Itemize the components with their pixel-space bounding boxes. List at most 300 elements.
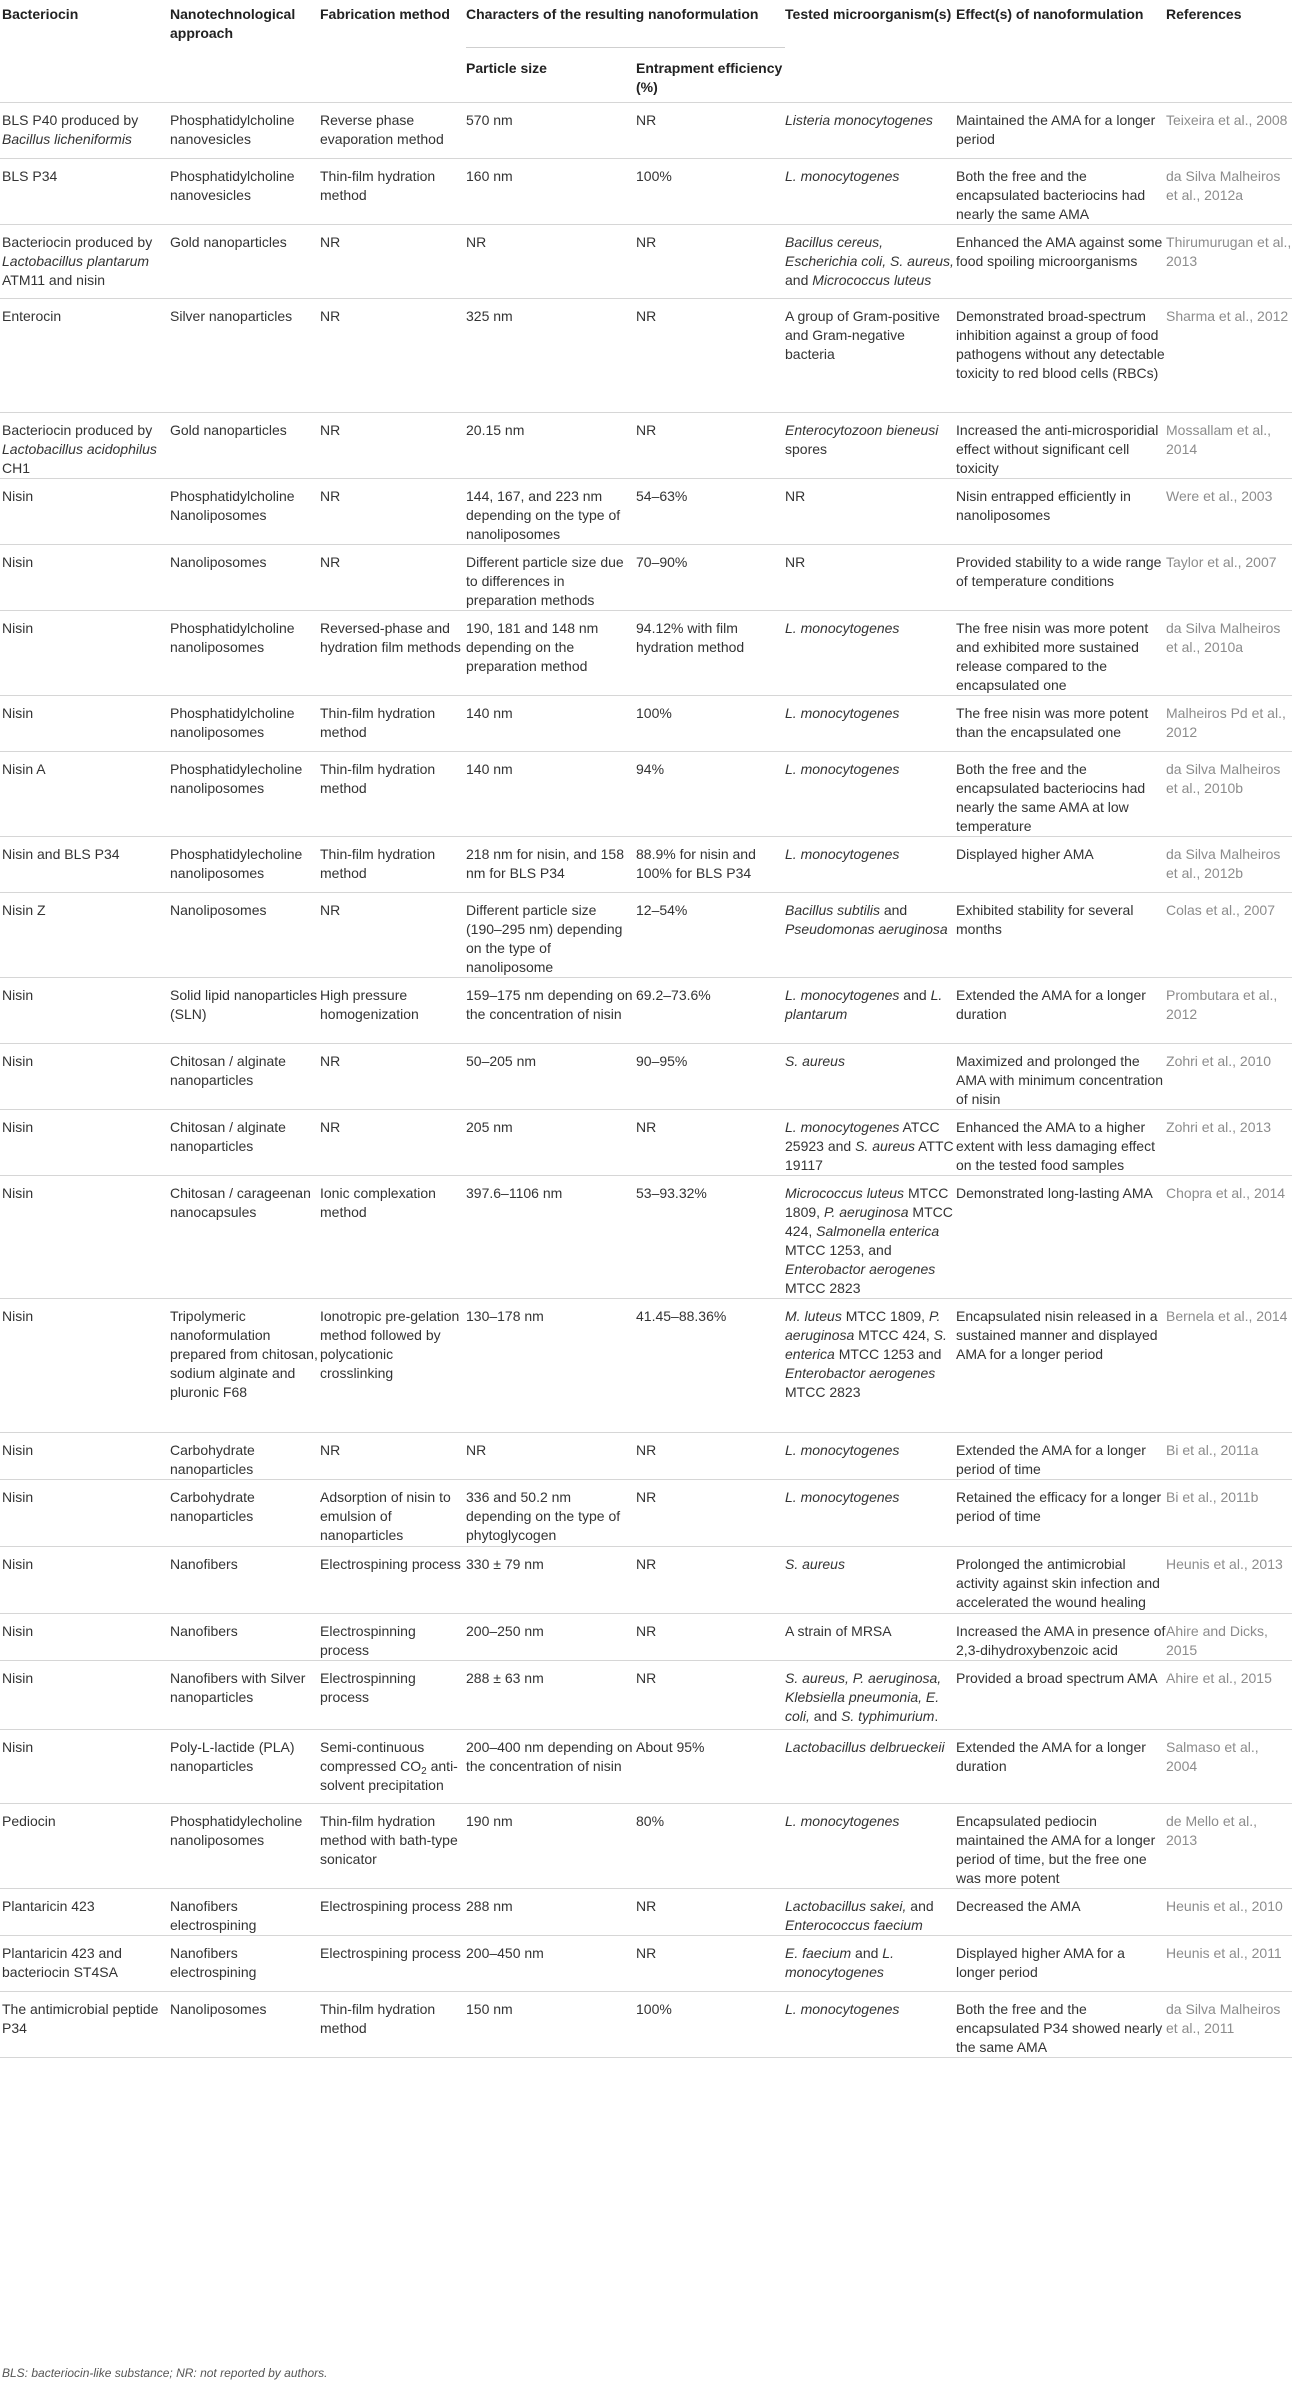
cell-microorganism <box>785 1299 956 1433</box>
cell-approach: Nanofibers <box>170 1614 320 1661</box>
cell-particle-size: 20.15 nm <box>466 413 636 479</box>
cell-approach: Phosphatidylecholine nanoliposomes <box>170 752 320 837</box>
text-segment: Listeria monocytogenes <box>785 112 933 128</box>
text-segment: L. monocytogenes <box>785 168 900 184</box>
text-segment: ATM11 and nisin <box>2 272 105 288</box>
text-segment: Nisin A <box>2 761 46 777</box>
table-body <box>0 103 1292 2058</box>
cell-method: Electrospining process <box>320 1936 466 1992</box>
text-segment: MTCC 424, <box>785 1204 953 1239</box>
cell-bacteriocin <box>0 159 170 225</box>
cell-effect: Displayed higher AMA for a longer period <box>956 1936 1166 1992</box>
text-segment: Nisin Z <box>2 902 46 918</box>
cell-particle-size: NR <box>466 225 636 299</box>
table-row <box>0 159 1292 225</box>
table-row <box>0 299 1292 413</box>
header-particle-size: Particle size <box>466 48 636 103</box>
cell-method: Reversed-phase and hydration film methods <box>320 611 466 696</box>
cell-bacteriocin <box>0 978 170 1044</box>
text-segment: Nisin <box>2 1442 34 1458</box>
text-segment: Lactobacillus acidophilus <box>2 441 157 457</box>
cell-particle-size: Different particle size due to differences in preparation methods <box>466 545 636 611</box>
cell-microorganism <box>785 837 956 893</box>
cell-bacteriocin <box>0 479 170 545</box>
text-segment: Enterocytozoon bieneusi <box>785 422 939 438</box>
cell-bacteriocin <box>0 1992 170 2058</box>
cell-approach: Phosphatidylcholine nanovesicles <box>170 159 320 225</box>
text-segment: Nisin and BLS P34 <box>2 846 120 862</box>
header-entrapment-efficiency: Entrapment efficiency (%) <box>636 48 785 103</box>
cell-microorganism <box>785 1992 956 2058</box>
table-row <box>0 611 1292 696</box>
cell-method: NR <box>320 1110 466 1176</box>
cell-microorganism <box>785 1110 956 1176</box>
text-segment: Pediocin <box>2 1813 56 1829</box>
cell-entrapment-efficiency: 80% <box>636 1804 785 1889</box>
table-row <box>0 1661 1292 1730</box>
text-segment: Semi-continuous compressed CO <box>320 1739 425 1774</box>
cell-approach: Silver nanoparticles <box>170 299 320 413</box>
cell-reference: Zohri et al., 2013 <box>1166 1110 1292 1176</box>
text-segment: Bacillus cereus, Escherichia coli, S. aureus, <box>785 234 954 269</box>
text-segment: MTCC 1809, <box>785 1185 949 1220</box>
cell-reference: da Silva Malheiros et al., 2012a <box>1166 159 1292 225</box>
cell-approach: Phosphatidylcholine Nanoliposomes <box>170 479 320 545</box>
cell-approach: Poly-L-lactide (PLA) nanoparticles <box>170 1730 320 1804</box>
cell-bacteriocin <box>0 545 170 611</box>
cell-method: Reverse phase evaporation method <box>320 103 466 159</box>
text-segment: L. monocytogenes <box>785 705 900 721</box>
cell-reference: de Mello et al., 2013 <box>1166 1804 1292 1889</box>
header-row <box>0 0 1292 48</box>
cell-approach: Chitosan / alginate nanoparticles <box>170 1044 320 1110</box>
text-segment: and <box>906 1898 934 1914</box>
cell-entrapment-efficiency: 94% <box>636 752 785 837</box>
cell-microorganism <box>785 1661 956 1730</box>
cell-bacteriocin <box>0 299 170 413</box>
cell-particle-size: 325 nm <box>466 299 636 413</box>
table-row <box>0 1110 1292 1176</box>
text-segment: Lactobacillus sakei, <box>785 1898 907 1914</box>
cell-microorganism <box>785 1730 956 1804</box>
cell-effect: Extended the AMA for a longer duration <box>956 1730 1166 1804</box>
cell-method: NR <box>320 1433 466 1480</box>
cell-reference: Were et al., 2003 <box>1166 479 1292 545</box>
cell-effect: Increased the AMA in presence of 2,3-dihydroxybenzoic acid <box>956 1614 1166 1661</box>
text-segment: and <box>879 902 908 918</box>
table-row <box>0 696 1292 752</box>
table-row <box>0 1480 1292 1547</box>
text-segment: S. aureus <box>785 1556 845 1572</box>
cell-method: Electrospining process <box>320 1547 466 1614</box>
text-segment: L. monocytogenes <box>785 987 900 1003</box>
text-segment: Nisin <box>2 987 34 1003</box>
cell-entrapment-efficiency: 100% <box>636 696 785 752</box>
cell-particle-size: NR <box>466 1433 636 1480</box>
cell-effect: Decreased the AMA <box>956 1889 1166 1936</box>
header-effect: Effect(s) of nanoformulation <box>956 6 1144 22</box>
text-segment: S. typhimurium <box>841 1708 935 1724</box>
cell-microorganism <box>785 1614 956 1661</box>
text-segment: L. monocytogenes <box>785 846 900 862</box>
text-segment: Nisin <box>2 705 34 721</box>
cell-entrapment-efficiency: NR <box>636 1480 785 1547</box>
cell-entrapment-efficiency: NR <box>636 1889 785 1936</box>
cell-reference: Taylor et al., 2007 <box>1166 545 1292 611</box>
cell-microorganism <box>785 893 956 978</box>
cell-approach: Nanoliposomes <box>170 1992 320 2058</box>
text-segment: L. monocytogenes <box>785 1489 900 1505</box>
cell-particle-size: 218 nm for nisin, and 158 nm for BLS P34 <box>466 837 636 893</box>
text-segment: Enterocin <box>2 308 62 324</box>
cell-reference: Bi et al., 2011b <box>1166 1480 1292 1547</box>
text-segment: and <box>899 987 931 1003</box>
cell-effect: Exhibited stability for several months <box>956 893 1166 978</box>
text-segment: and <box>851 1945 883 1961</box>
text-segment: S. aureus <box>785 1053 845 1069</box>
cell-particle-size: 288 ± 63 nm <box>466 1661 636 1730</box>
table-row <box>0 479 1292 545</box>
cell-method <box>320 1730 466 1804</box>
text-segment: L. monocytogenes <box>785 1945 894 1980</box>
cell-reference: da Silva Malheiros et al., 2011 <box>1166 1992 1292 2058</box>
cell-effect: Maintained the AMA for a longer period <box>956 103 1166 159</box>
text-segment: L. monocytogenes <box>785 761 900 777</box>
cell-method: NR <box>320 299 466 413</box>
text-segment: BLS P34 <box>2 168 58 184</box>
text-segment: MTCC 424, <box>854 1327 934 1343</box>
cell-effect: Increased the anti-microsporidial effect without significant cell toxicity <box>956 413 1166 479</box>
cell-method: NR <box>320 225 466 299</box>
cell-approach: Tripolymeric nanoformulation prepared from chitosan, sodium alginate and pluronic F68 <box>170 1299 320 1433</box>
cell-method: High pressure homogenization <box>320 978 466 1044</box>
cell-entrapment-efficiency: 41.45–88.36% <box>636 1299 785 1433</box>
cell-method: Thin-film hydration method <box>320 752 466 837</box>
cell-entrapment-efficiency: 94.12% with film hydration method <box>636 611 785 696</box>
cell-particle-size: 140 nm <box>466 696 636 752</box>
header-bacteriocin: Bacteriocin <box>2 6 79 22</box>
cell-particle-size: 570 nm <box>466 103 636 159</box>
cell-method: Thin-film hydration method with bath-type sonicator <box>320 1804 466 1889</box>
text-segment: A group of Gram-positive and Gram-negative bacteria <box>785 308 940 362</box>
text-segment: A strain of MRSA <box>785 1623 892 1639</box>
table-row <box>0 1936 1292 1992</box>
cell-method: NR <box>320 479 466 545</box>
cell-reference: Heunis et al., 2013 <box>1166 1547 1292 1614</box>
cell-microorganism <box>785 545 956 611</box>
cell-reference: Malheiros Pd et al., 2012 <box>1166 696 1292 752</box>
text-segment: Nisin <box>2 1670 34 1686</box>
header-method: Fabrication method <box>320 6 450 22</box>
cell-entrapment-efficiency: 88.9% for nisin and 100% for BLS P34 <box>636 837 785 893</box>
cell-particle-size: Different particle size (190–295 nm) depending on the type of nanoliposome <box>466 893 636 978</box>
cell-bacteriocin <box>0 1547 170 1614</box>
table-row <box>0 225 1292 299</box>
cell-method: NR <box>320 545 466 611</box>
cell-bacteriocin <box>0 752 170 837</box>
text-segment: P. aeruginosa <box>785 1308 941 1343</box>
text-segment: NR <box>785 488 806 504</box>
cell-method: Electrospinning process <box>320 1661 466 1730</box>
cell-effect: Displayed higher AMA <box>956 837 1166 893</box>
cell-effect: Nisin entrapped efficiently in nanoliposomes <box>956 479 1166 545</box>
cell-bacteriocin <box>0 1804 170 1889</box>
text-segment: anti-solvent precipitation <box>320 1758 458 1793</box>
cell-particle-size: 200–450 nm <box>466 1936 636 1992</box>
cell-approach: Nanofibers with Silver nanoparticles <box>170 1661 320 1730</box>
cell-microorganism <box>785 1176 956 1299</box>
cell-microorganism <box>785 752 956 837</box>
cell-microorganism <box>785 413 956 479</box>
cell-effect: Enhanced the AMA to a higher extent with less damaging effect on the tested food samples <box>956 1110 1166 1176</box>
text-segment: MTCC 1253 and <box>834 1346 942 1362</box>
text-segment: Nisin <box>2 1308 34 1324</box>
text-segment: Enterobactor aerogenes <box>785 1365 936 1381</box>
cell-approach: Phosphatidylecholine nanoliposomes <box>170 837 320 893</box>
text-segment: Pseudomonas aeruginosa <box>785 921 948 937</box>
cell-approach: Phosphatidylcholine nanovesicles <box>170 103 320 159</box>
cell-approach: Carbohydrate nanoparticles <box>170 1480 320 1547</box>
cell-effect: Prolonged the antimicrobial activity against skin infection and accelerated the wound healing <box>956 1547 1166 1614</box>
cell-microorganism <box>785 1433 956 1480</box>
text-segment: BLS P40 produced by <box>2 112 139 128</box>
cell-effect: Demonstrated broad-spectrum inhibition against a group of food pathogens without any detectable toxicity to red blood cells (RBCs) <box>956 299 1166 413</box>
cell-bacteriocin <box>0 1614 170 1661</box>
cell-effect: Encapsulated pediocin maintained the AMA for a longer period of time, but the free one was more potent <box>956 1804 1166 1889</box>
cell-effect: The free nisin was more potent and exhibited more sustained release compared to the encapsulated one <box>956 611 1166 696</box>
cell-bacteriocin <box>0 837 170 893</box>
cell-particle-size: 160 nm <box>466 159 636 225</box>
cell-reference: da Silva Malheiros et al., 2010a <box>1166 611 1292 696</box>
text-segment: E. faecium <box>785 1945 852 1961</box>
cell-particle-size: 50–205 nm <box>466 1044 636 1110</box>
cell-method: Electrospinning process <box>320 1614 466 1661</box>
text-segment: Enterobactor aerogenes <box>785 1261 936 1277</box>
cell-bacteriocin <box>0 103 170 159</box>
cell-microorganism <box>785 1547 956 1614</box>
text-segment: MTCC 1809, <box>841 1308 929 1324</box>
cell-entrapment-efficiency: 70–90% <box>636 545 785 611</box>
cell-microorganism <box>785 696 956 752</box>
cell-entrapment-efficiency: 100% <box>636 1992 785 2058</box>
cell-entrapment-efficiency: NR <box>636 1661 785 1730</box>
text-segment: and <box>809 1708 842 1724</box>
table-footnote: BLS: bacteriocin-like substance; NR: not reported by authors. <box>2 2366 328 2380</box>
text-segment: ATTC 19117 <box>785 1138 954 1173</box>
cell-microorganism <box>785 159 956 225</box>
cell-effect: Provided a broad spectrum AMA <box>956 1661 1166 1730</box>
cell-bacteriocin <box>0 1176 170 1299</box>
cell-approach: Gold nanoparticles <box>170 225 320 299</box>
text-segment: S. aureus <box>855 1138 916 1154</box>
text-segment: L. monocytogenes <box>785 1813 900 1829</box>
cell-approach: Nanofibers electrospining <box>170 1889 320 1936</box>
cell-entrapment-efficiency: NR <box>636 103 785 159</box>
text-segment: Nisin <box>2 1623 34 1639</box>
table-row <box>0 837 1292 893</box>
cell-bacteriocin <box>0 1889 170 1936</box>
text-segment: L. monocytogenes <box>785 2001 900 2017</box>
cell-entrapment-efficiency: NR <box>636 1433 785 1480</box>
cell-effect: Extended the AMA for a longer duration <box>956 978 1166 1044</box>
cell-particle-size: 330 ± 79 nm <box>466 1547 636 1614</box>
cell-entrapment-efficiency: NR <box>636 1614 785 1661</box>
cell-microorganism <box>785 299 956 413</box>
text-segment: NR <box>785 554 806 570</box>
cell-microorganism <box>785 1889 956 1936</box>
cell-microorganism <box>785 225 956 299</box>
table-row <box>0 1299 1292 1433</box>
cell-particle-size: 397.6–1106 nm <box>466 1176 636 1299</box>
cell-approach: Phosphatidylecholine nanoliposomes <box>170 1804 320 1889</box>
text-segment: Salmonella enterica <box>816 1223 940 1239</box>
table-row <box>0 413 1292 479</box>
table-row <box>0 1176 1292 1299</box>
cell-microorganism <box>785 479 956 545</box>
table-row <box>0 103 1292 159</box>
cell-particle-size: 336 and 50.2 nm depending on the type of phytoglycogen <box>466 1480 636 1547</box>
cell-reference: Heunis et al., 2010 <box>1166 1889 1292 1936</box>
cell-particle-size: 190, 181 and 148 nm depending on the preparation method <box>466 611 636 696</box>
table-row <box>0 1992 1292 2058</box>
text-segment: Plantaricin 423 and bacteriocin ST4SA <box>2 1945 122 1980</box>
text-segment: Nisin <box>2 620 34 636</box>
cell-microorganism <box>785 1936 956 1992</box>
text-segment: Nisin <box>2 1053 34 1069</box>
cell-microorganism <box>785 1804 956 1889</box>
cell-reference: da Silva Malheiros et al., 2010b <box>1166 752 1292 837</box>
cell-effect: Extended the AMA for a longer period of time <box>956 1433 1166 1480</box>
header-characters: Characters of the resulting nanoformulation <box>466 6 759 22</box>
cell-reference: Colas et al., 2007 <box>1166 893 1292 978</box>
cell-particle-size: 288 nm <box>466 1889 636 1936</box>
cell-reference: Bernela et al., 2014 <box>1166 1299 1292 1433</box>
text-segment: Nisin <box>2 1556 34 1572</box>
cell-effect: Provided stability to a wide range of temperature conditions <box>956 545 1166 611</box>
cell-approach: Nanofibers <box>170 1547 320 1614</box>
text-segment: Bacteriocin produced by <box>2 422 153 438</box>
text-segment: MTCC 2823 <box>785 1280 861 1296</box>
text-segment: Bacillus subtilis <box>785 902 880 918</box>
cell-effect: Demonstrated long-lasting AMA <box>956 1176 1166 1299</box>
cell-approach: Solid lipid nanoparticles (SLN) <box>170 978 320 1044</box>
cell-entrapment-efficiency: 12–54% <box>636 893 785 978</box>
cell-bacteriocin <box>0 1730 170 1804</box>
cell-entrapment-efficiency: NR <box>636 1110 785 1176</box>
text-segment: CH1 <box>2 460 31 476</box>
cell-approach: Carbohydrate nanoparticles <box>170 1433 320 1480</box>
cell-entrapment-efficiency: 54–63% <box>636 479 785 545</box>
cell-method: Thin-film hydration method <box>320 1992 466 2058</box>
cell-effect: The free nisin was more potent than the encapsulated one <box>956 696 1166 752</box>
cell-particle-size: 140 nm <box>466 752 636 837</box>
cell-microorganism <box>785 978 956 1044</box>
cell-entrapment-efficiency: 53–93.32% <box>636 1176 785 1299</box>
cell-entrapment-efficiency: About 95% <box>636 1730 785 1804</box>
cell-bacteriocin <box>0 1480 170 1547</box>
cell-particle-size: 200–250 nm <box>466 1614 636 1661</box>
cell-bacteriocin <box>0 893 170 978</box>
cell-method: Adsorption of nisin to emulsion of nanoparticles <box>320 1480 466 1547</box>
cell-method: NR <box>320 1044 466 1110</box>
text-segment: Micrococcus luteus <box>785 1185 905 1201</box>
cell-method: Thin-film hydration method <box>320 837 466 893</box>
cell-approach: Chitosan / carageenan nanocapsules <box>170 1176 320 1299</box>
text-segment: MTCC 1253, and <box>785 1242 892 1258</box>
cell-particle-size: 159–175 nm depending on the concentration of nisin <box>466 978 636 1044</box>
cell-entrapment-efficiency: 69.2–73.6% <box>636 978 785 1044</box>
text-segment: Nisin <box>2 488 34 504</box>
text-segment: Plantaricin 423 <box>2 1898 95 1914</box>
cell-approach: Nanofibers electrospining <box>170 1936 320 1992</box>
table-row <box>0 1804 1292 1889</box>
text-segment: MTCC 2823 <box>785 1384 861 1400</box>
cell-bacteriocin <box>0 1661 170 1730</box>
cell-reference: Thirumurugan et al., 2013 <box>1166 225 1292 299</box>
cell-bacteriocin <box>0 225 170 299</box>
text-segment: The antimicrobial peptide P34 <box>2 2001 159 2036</box>
cell-microorganism <box>785 1480 956 1547</box>
header-microorganism: Tested microorganism(s) <box>785 6 952 22</box>
text-segment: Nisin <box>2 1185 34 1201</box>
cell-particle-size: 205 nm <box>466 1110 636 1176</box>
cell-bacteriocin <box>0 1299 170 1433</box>
cell-entrapment-efficiency: NR <box>636 1936 785 1992</box>
cell-approach: Phosphatidylcholine nanoliposomes <box>170 611 320 696</box>
cell-effect: Enhanced the AMA against some food spoiling microorganisms <box>956 225 1166 299</box>
table-row <box>0 1547 1292 1614</box>
cell-bacteriocin <box>0 1110 170 1176</box>
text-segment: L. monocytogenes <box>785 620 900 636</box>
cell-entrapment-efficiency: NR <box>636 1547 785 1614</box>
cell-reference: Bi et al., 2011a <box>1166 1433 1292 1480</box>
text-segment: Nisin <box>2 554 34 570</box>
text-segment: Micrococcus luteus <box>812 272 932 288</box>
cell-approach: Chitosan / alginate nanoparticles <box>170 1110 320 1176</box>
cell-reference: Prombutara et al., 2012 <box>1166 978 1292 1044</box>
cell-bacteriocin <box>0 1044 170 1110</box>
cell-particle-size: 190 nm <box>466 1804 636 1889</box>
cell-method: Electrospining process <box>320 1889 466 1936</box>
text-segment: M. luteus <box>785 1308 842 1324</box>
cell-method: Ionic complexation method <box>320 1176 466 1299</box>
cell-microorganism <box>785 611 956 696</box>
cell-bacteriocin <box>0 1433 170 1480</box>
text-segment: and <box>785 272 813 288</box>
text-segment: S. enterica <box>785 1327 947 1362</box>
cell-effect: Both the free and the encapsulated bacteriocins had nearly the same AMA at low temperature <box>956 752 1166 837</box>
text-segment: L. plantarum <box>785 987 943 1022</box>
cell-particle-size: 150 nm <box>466 1992 636 2058</box>
text-segment: Nisin <box>2 1739 34 1755</box>
text-segment: Bacillus licheniformis <box>2 131 132 147</box>
header-references: References <box>1166 6 1242 22</box>
cell-approach: Phosphatidylcholine nanoliposomes <box>170 696 320 752</box>
cell-bacteriocin <box>0 696 170 752</box>
cell-effect: Encapsulated nisin released in a sustained manner and displayed AMA for a longer period <box>956 1299 1166 1433</box>
cell-reference: Ahire and Dicks, 2015 <box>1166 1614 1292 1661</box>
cell-method: NR <box>320 413 466 479</box>
table-row <box>0 1889 1292 1936</box>
text-segment: Lactobacillus plantarum <box>2 253 150 269</box>
cell-bacteriocin <box>0 413 170 479</box>
cell-effect: Retained the efficacy for a longer period of time <box>956 1480 1166 1547</box>
cell-method: NR <box>320 893 466 978</box>
cell-microorganism <box>785 103 956 159</box>
cell-reference: Teixeira et al., 2008 <box>1166 103 1292 159</box>
cell-reference: Heunis et al., 2011 <box>1166 1936 1292 1992</box>
cell-microorganism <box>785 1044 956 1110</box>
